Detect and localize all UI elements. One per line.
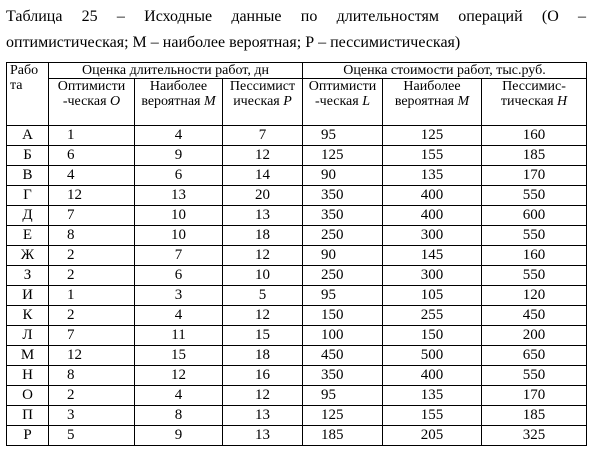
value-cell: 450 bbox=[303, 346, 383, 366]
value-cell: 205 bbox=[383, 426, 482, 446]
value-cell: 12 bbox=[135, 366, 223, 386]
work-label-cell: Л bbox=[7, 326, 49, 346]
value-cell: 15 bbox=[135, 346, 223, 366]
column-header-symbol: O bbox=[110, 94, 121, 109]
table-row bbox=[7, 366, 587, 386]
work-label-cell: Д bbox=[7, 206, 49, 226]
table-row bbox=[7, 126, 587, 146]
column-header bbox=[482, 79, 587, 126]
column-header bbox=[49, 79, 135, 126]
value-cell: 4 bbox=[49, 166, 135, 186]
column-header-work: Рабо та bbox=[7, 63, 49, 126]
value-cell: 400 bbox=[383, 366, 482, 386]
column-header-symbol: P bbox=[283, 94, 292, 109]
value-cell: 185 bbox=[482, 406, 587, 426]
column-header-text: Оптимисти -ческая bbox=[57, 79, 126, 109]
value-cell: 120 bbox=[482, 286, 587, 306]
value-cell: 400 bbox=[383, 206, 482, 226]
value-cell: 1 bbox=[49, 126, 135, 146]
work-label-cell: И bbox=[7, 286, 49, 306]
group-header-duration: Оценка длительности работ, дн bbox=[49, 63, 303, 79]
value-cell: 550 bbox=[482, 366, 587, 386]
value-cell: 12 bbox=[49, 346, 135, 366]
value-cell: 12 bbox=[49, 186, 135, 206]
value-cell: 6 bbox=[135, 266, 223, 286]
value-cell: 350 bbox=[303, 206, 383, 226]
table-row bbox=[7, 186, 587, 206]
value-cell: 8 bbox=[49, 366, 135, 386]
table-row bbox=[7, 306, 587, 326]
value-cell: 450 bbox=[482, 306, 587, 326]
value-cell: 9 bbox=[135, 426, 223, 446]
value-cell: 12 bbox=[223, 386, 303, 406]
table-row bbox=[7, 226, 587, 246]
value-cell: 2 bbox=[49, 386, 135, 406]
value-cell: 8 bbox=[49, 226, 135, 246]
value-cell: 12 bbox=[223, 246, 303, 266]
value-cell: 200 bbox=[482, 326, 587, 346]
value-cell: 2 bbox=[49, 246, 135, 266]
value-cell: 105 bbox=[383, 286, 482, 306]
value-cell: 400 bbox=[383, 186, 482, 206]
value-cell: 13 bbox=[223, 406, 303, 426]
work-label-cell: П bbox=[7, 406, 49, 426]
column-header-text: Пессимис- тическая bbox=[500, 79, 566, 109]
value-cell: 135 bbox=[383, 386, 482, 406]
work-label-cell: А bbox=[7, 126, 49, 146]
column-header-symbol: M bbox=[204, 94, 216, 109]
value-cell: 185 bbox=[303, 426, 383, 446]
work-label-cell: Ж bbox=[7, 246, 49, 266]
column-header bbox=[303, 79, 383, 126]
value-cell: 5 bbox=[223, 286, 303, 306]
value-cell: 160 bbox=[482, 246, 587, 266]
value-cell: 550 bbox=[482, 186, 587, 206]
column-header-text: Наиболее вероятная bbox=[141, 79, 208, 109]
value-cell: 125 bbox=[303, 406, 383, 426]
value-cell: 13 bbox=[223, 426, 303, 446]
table-row bbox=[7, 206, 587, 226]
value-cell: 18 bbox=[223, 346, 303, 366]
work-label-cell: Н bbox=[7, 366, 49, 386]
value-cell: 95 bbox=[303, 126, 383, 146]
value-cell: 3 bbox=[135, 286, 223, 306]
value-cell: 4 bbox=[135, 386, 223, 406]
value-cell: 15 bbox=[223, 326, 303, 346]
value-cell: 3 bbox=[49, 406, 135, 426]
header-row-sub bbox=[7, 79, 587, 126]
value-cell: 10 bbox=[135, 226, 223, 246]
column-header bbox=[135, 79, 223, 126]
work-label-cell: О bbox=[7, 386, 49, 406]
value-cell: 150 bbox=[383, 326, 482, 346]
caption-word: операций bbox=[458, 8, 523, 25]
value-cell: 2 bbox=[49, 306, 135, 326]
value-cell: 100 bbox=[303, 326, 383, 346]
table-row bbox=[7, 266, 587, 286]
value-cell: 7 bbox=[135, 246, 223, 266]
value-cell: 125 bbox=[303, 146, 383, 166]
value-cell: 155 bbox=[383, 406, 482, 426]
value-cell: 325 bbox=[482, 426, 587, 446]
table-row bbox=[7, 246, 587, 266]
caption-word: длительностям bbox=[336, 8, 439, 25]
work-label-cell: В bbox=[7, 166, 49, 186]
group-header-cost: Оценка стоимости работ, тыс.руб. bbox=[303, 63, 587, 79]
table-row bbox=[7, 386, 587, 406]
column-header bbox=[223, 79, 303, 126]
value-cell: 185 bbox=[482, 146, 587, 166]
caption-word: 25 bbox=[81, 8, 98, 25]
value-cell: 600 bbox=[482, 206, 587, 226]
table-row bbox=[7, 326, 587, 346]
caption-line-2: оптимистическая; М – наиболее вероятная; Р – пессимистическая) bbox=[6, 34, 461, 51]
table-row bbox=[7, 166, 587, 186]
column-header-symbol: H bbox=[557, 94, 568, 109]
value-cell: 500 bbox=[383, 346, 482, 366]
column-header-text: Пессимист ическая bbox=[229, 79, 296, 109]
caption-word: – bbox=[116, 8, 125, 25]
value-cell: 170 bbox=[482, 386, 587, 406]
table-caption bbox=[6, 4, 586, 56]
work-label-cell: З bbox=[7, 266, 49, 286]
value-cell: 145 bbox=[383, 246, 482, 266]
value-cell: 250 bbox=[303, 226, 383, 246]
table-row bbox=[7, 146, 587, 166]
value-cell: 300 bbox=[383, 226, 482, 246]
table-row bbox=[7, 406, 587, 426]
value-cell: 95 bbox=[303, 286, 383, 306]
table-row bbox=[7, 426, 587, 446]
work-label-cell: Б bbox=[7, 146, 49, 166]
column-header-symbol: L bbox=[362, 94, 371, 109]
value-cell: 90 bbox=[303, 246, 383, 266]
value-cell: 250 bbox=[303, 266, 383, 286]
caption-word: по bbox=[300, 8, 318, 25]
value-cell: 135 bbox=[383, 166, 482, 186]
value-cell: 7 bbox=[49, 326, 135, 346]
work-label-cell: Р bbox=[7, 426, 49, 446]
value-cell: 18 bbox=[223, 226, 303, 246]
column-header bbox=[383, 79, 482, 126]
value-cell: 160 bbox=[482, 126, 587, 146]
value-cell: 650 bbox=[482, 346, 587, 366]
value-cell: 255 bbox=[383, 306, 482, 326]
value-cell: 95 bbox=[303, 386, 383, 406]
table-row bbox=[7, 346, 587, 366]
caption-word: Исходные bbox=[144, 8, 213, 25]
value-cell: 4 bbox=[135, 306, 223, 326]
work-label-cell: Г bbox=[7, 186, 49, 206]
value-cell: 12 bbox=[223, 306, 303, 326]
value-cell: 20 bbox=[223, 186, 303, 206]
work-label-cell: Е bbox=[7, 226, 49, 246]
value-cell: 350 bbox=[303, 186, 383, 206]
value-cell: 16 bbox=[223, 366, 303, 386]
value-cell: 10 bbox=[135, 206, 223, 226]
column-header-text: Наиболее вероятная bbox=[394, 79, 461, 109]
value-cell: 4 bbox=[135, 126, 223, 146]
value-cell: 8 bbox=[135, 406, 223, 426]
value-cell: 5 bbox=[49, 426, 135, 446]
value-cell: 550 bbox=[482, 266, 587, 286]
column-header-text: Оптимисти -ческая bbox=[308, 79, 377, 109]
value-cell: 14 bbox=[223, 166, 303, 186]
value-cell: 7 bbox=[49, 206, 135, 226]
table-body bbox=[7, 126, 587, 446]
value-cell: 7 bbox=[223, 126, 303, 146]
value-cell: 13 bbox=[223, 206, 303, 226]
value-cell: 9 bbox=[135, 146, 223, 166]
value-cell: 170 bbox=[482, 166, 587, 186]
caption-word: данные bbox=[231, 8, 282, 25]
table-row bbox=[7, 286, 587, 306]
value-cell: 12 bbox=[223, 146, 303, 166]
column-header-symbol: M bbox=[457, 94, 470, 109]
value-cell: 13 bbox=[135, 186, 223, 206]
value-cell: 350 bbox=[303, 366, 383, 386]
value-cell: 10 bbox=[223, 266, 303, 286]
value-cell: 1 bbox=[49, 286, 135, 306]
caption-word: (О bbox=[541, 8, 559, 25]
source-data-table bbox=[6, 62, 587, 446]
value-cell: 6 bbox=[49, 146, 135, 166]
work-label-cell: М bbox=[7, 346, 49, 366]
caption-word: – bbox=[578, 8, 586, 25]
value-cell: 2 bbox=[49, 266, 135, 286]
value-cell: 6 bbox=[135, 166, 223, 186]
value-cell: 90 bbox=[303, 166, 383, 186]
value-cell: 550 bbox=[482, 226, 587, 246]
value-cell: 150 bbox=[303, 306, 383, 326]
value-cell: 155 bbox=[383, 146, 482, 166]
value-cell: 300 bbox=[383, 266, 482, 286]
value-cell: 125 bbox=[383, 126, 482, 146]
header-row-group bbox=[7, 63, 587, 79]
caption-line-1 bbox=[6, 4, 586, 30]
caption-word: Таблица bbox=[6, 8, 63, 25]
work-label-cell: К bbox=[7, 306, 49, 326]
value-cell: 11 bbox=[135, 326, 223, 346]
